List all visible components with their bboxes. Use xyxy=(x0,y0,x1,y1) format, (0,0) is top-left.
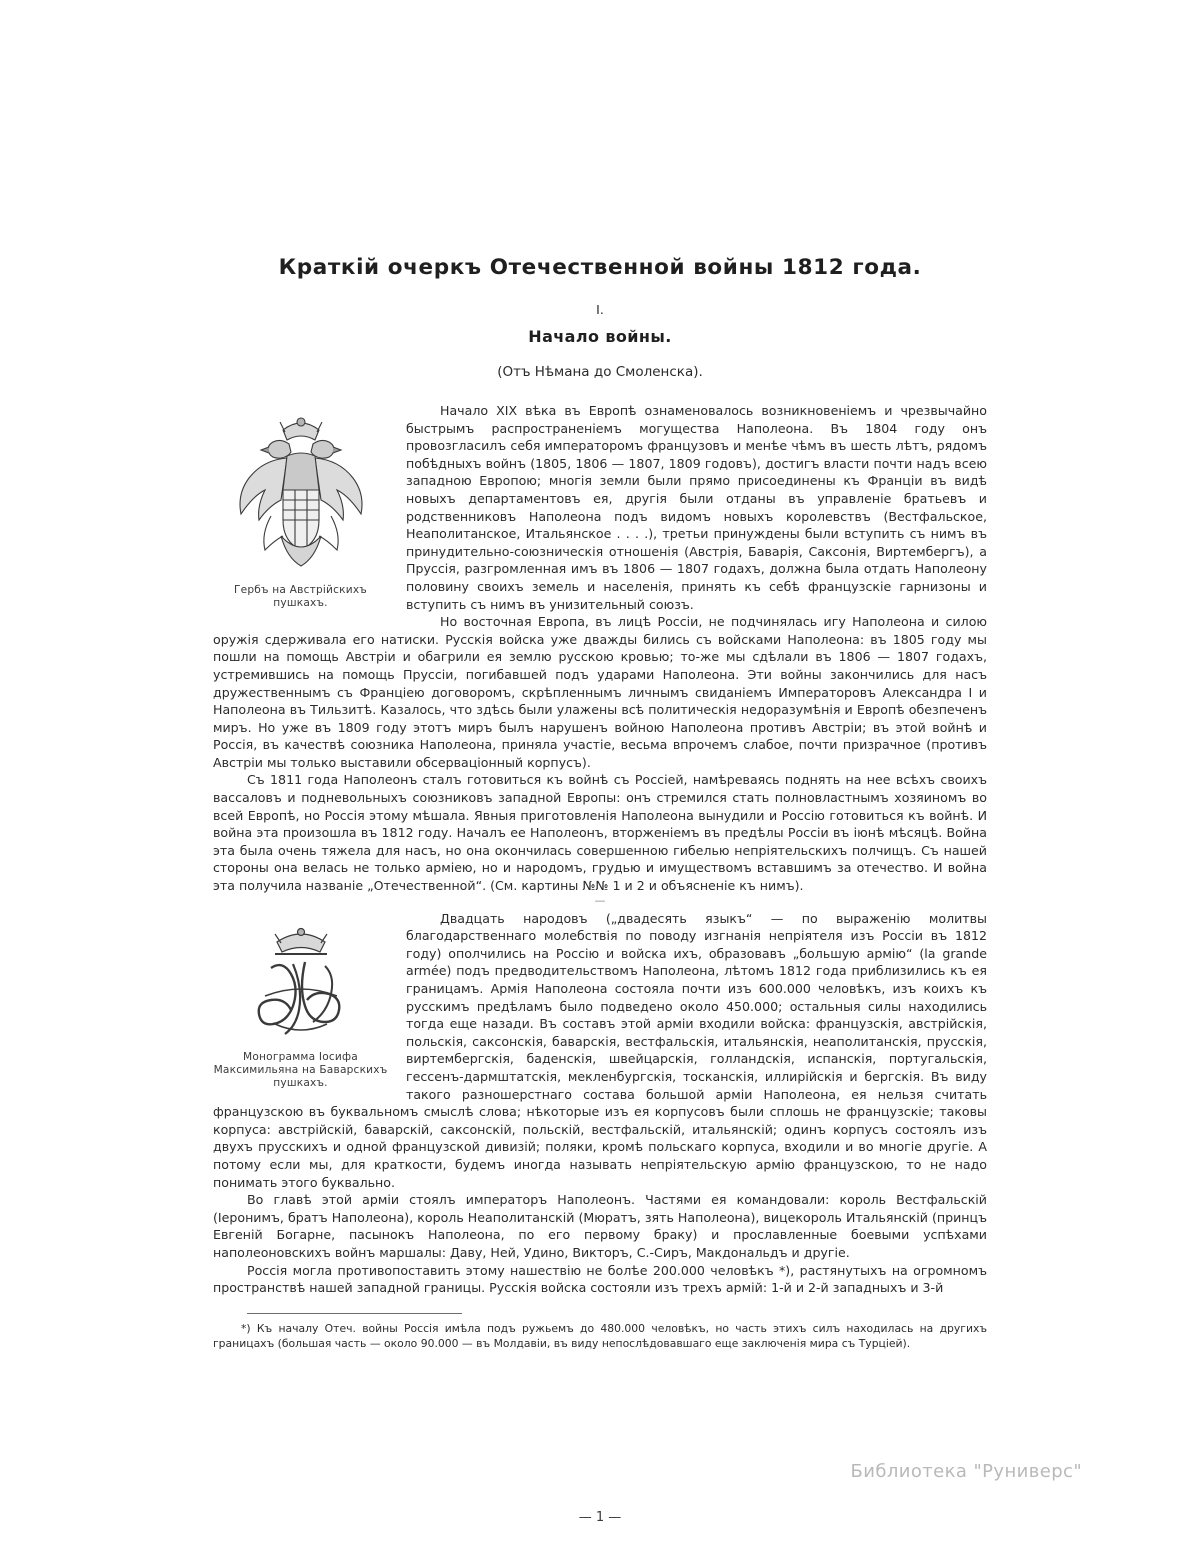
figure-caption: Гербъ на Австрійскихъ пушкахъ. xyxy=(234,584,367,610)
page-number: — 1 — xyxy=(578,1510,622,1525)
coat-of-arms-image xyxy=(221,404,381,579)
paragraph-3: Съ 1811 года Наполеонъ сталъ готовиться къ войнѣ съ Россіей, намѣреваясь поднять на нее всѣхъ своихъ вассаловъ и подневольныхъ союзниковъ западной Европы: онъ стремился стать полновластнымъ хозяиномъ во всей Европѣ, но Россія этому мѣшала. Явныя приготовленія Наполеона вынудили и Россію готовиться къ войнѣ. И война эта произошла въ 1812 году. Началъ ее Наполеонъ, вторженіемъ въ предѣлы Россіи въ іюнѣ мѣсяцѣ. Война эта была очень тяжела для насъ, но она окончилась совершенною гибелью непріятельскихъ полчищъ. Съ нашей стороны она велась не только арміею, но и народомъ, грудью и имуществомъ вставшимъ за отечество. И война эта получила названіе „Отечественной“. (См. картины №№ 1 и 2 и объясненіе къ нимъ). xyxy=(213,772,987,894)
paragraph-1: Начало XIX вѣка въ Европѣ ознаменовалось возникновеніемъ и чрезвычайно быстрымъ распространеніемъ могущества Наполеона. Въ 1804 году онъ провозгласилъ себя императоромъ французовъ и менѣе чѣмъ въ шесть лѣтъ, рядомъ побѣдныхъ войнъ (1805, 1806 — 1807, 1809 годовъ), достигъ власти почти надъ всею западною Европою; многія земли были прямо присоединены къ Франціи въ видѣ новыхъ департаментовъ ея, другія были отданы въ управленіе братьевъ и родственниковъ Наполеона подъ видомъ новыхъ королевствъ (Вестфальское, Неаполитанское, Итальянское . . . .), третьи принуждены были вступить съ нимъ въ принудительно-союзническія отношенія (Австрія, Баварія, Саксонія, Виртембергъ), а Пруссія, разгромленная имъ въ 1806 — 1807 годахъ, должна была отдать Наполеону половину своихъ земель и населенія, принять къ себѣ французскіе гарнизоны и вступить съ нимъ въ унизительный союзъ. xyxy=(406,403,987,612)
double-headed-eagle-icon xyxy=(221,404,381,579)
paragraph-4: Двадцать народовъ („двадесять языкъ“ — по выраженію молитвы благодарственнаго молебствія по поводу изгнанія непріятеля изъ Россіи въ 1812 году) ополчились на Россію и войска ихъ, образовавъ „большую армію“ (la grande armée) подъ предводительствомъ Наполеона, лѣтомъ 1812 года приблизились къ ея границамъ. Армія Наполеона состояла почти изъ 600.000 человѣкъ, изъ коихъ къ русскимъ предѣламъ было подведено около 450.000; остальныя силы находились тогда еще назади. Въ составъ этой арміи входили войска: французскія, австрійскія, польскія, саксонскія, баварскія, вестфальскія, итальянскія, неаполитанскія, прусскія, виртембергскія, баденскія, швейцарскія, голландскія, испанскія, португальскія, гессенъ-дармштатскія, мекленбургскія, тосканскія, иллирійскія и бергскія. Въ виду такого разношерстнаго состава большой арміи Наполеона, ея нельзя считать французскою въ буквальномъ смыслѣ слова; нѣкоторые изъ ея корпусовъ были сплошь не французскіе; таковы корпуса: австрійскій, баварскій, саксонскій, польскій, вестфальскій, итальянскій; одинъ корпусъ состоялъ изъ двухъ прусскихъ и одной французской дивизій; поляки, кромѣ польскаго корпуса, входили и во многіе другіе. А потому если мы, для краткости, будемъ иногда называть непріятельскую армію французскою, то не надо понимать этого буквально. xyxy=(213,910,987,1190)
figure-joseph-maximilian-monogram xyxy=(213,916,388,1091)
monogram-image xyxy=(241,916,361,1046)
page-content xyxy=(213,255,987,1351)
paragraph-separator-mark: — xyxy=(594,893,606,907)
paragraph-6: Россія могла противопоставить этому нашествію не болѣе 200.000 человѣкъ *), растянутыхъ на огромномъ пространствѣ нашей западной границы. Русскія войска состояли изъ трехъ армій: 1-й и 2-й западныхъ и 3-й xyxy=(213,1262,987,1296)
figure-austrian-cannons-coat-of-arms xyxy=(213,404,388,610)
monogram-icon xyxy=(241,916,361,1046)
paragraph-5: Во главѣ этой арміи стоялъ императоръ Наполеонъ. Частями ея командовали: король Вестфальскій (Іеронимъ, братъ Наполеона), король Неаполитанскій (Мюратъ, зять Наполеона), вицекороль Итальянскій (принцъ Евгеній Богарне, пасынокъ Наполеона, по его первому браку) и прославленные боевыми успѣхами наполеоновскихъ войнъ маршалы: Даву, Ней, Удино, Викторъ, С.-Сиръ, Макдональдъ и другіе. xyxy=(213,1192,987,1260)
section-subtitle-note: (Отъ Нѣмана до Смоленска). xyxy=(497,364,703,380)
page-title: Краткій очеркъ Отечественной войны 1812 года. xyxy=(278,255,922,280)
footnote-text: *) Къ началу Отеч. войны Россія имѣла подъ ружьемъ до 480.000 человѣкъ, но часть этихъ силъ находилась на другихъ границахъ (большая часть — около 90.000 — въ Молдавіи, въ виду непослѣдовавшаго еще заключенія мира съ Турціей). xyxy=(213,1321,987,1350)
paragraph-2: Но восточная Европа, въ лицѣ Россіи, не подчинялась игу Наполеона и силою оружія сдерживала его натиски. Русскія войска уже дважды бились съ войсками Наполеона: въ 1805 году мы пошли на помощь Австріи и обагрили ея землю русскою кровью; то-же мы сдѣлали въ 1806 — 1807 годахъ, устремившись на помощь Пруссіи, погибавшей подъ ударами Наполеона. Эти войны закончились для насъ дружественнымъ съ Франціею договоромъ, скрѣпленнымъ личнымъ свиданіемъ Императоровъ Александра I и Наполеона въ Тильзитѣ. Казалось, что здѣсь были улажены всѣ политическія недоразумѣнія и Европѣ обезпеченъ миръ. Но уже въ 1809 году этотъ миръ былъ нарушенъ войною Наполеона противъ Австріи; въ этой войнѣ и Россія, въ качествѣ союзника Наполеона, приняла участіе, весьма впрочемъ слабое, почти призрачное (противъ Австріи мы только выставили обсерваціонный корпусъ). xyxy=(213,614,987,770)
second-section xyxy=(213,910,987,1297)
section-subtitle: Начало войны. xyxy=(528,327,672,346)
figure-caption: Монограмма Іосифа Максимильяна на Баварскихъ пушкахъ. xyxy=(213,1050,388,1090)
chapter-number: I. xyxy=(596,302,604,317)
library-watermark: Библиотека "Руниверс" xyxy=(850,1461,1082,1482)
first-section xyxy=(213,402,987,895)
footnote-divider xyxy=(247,1313,462,1314)
